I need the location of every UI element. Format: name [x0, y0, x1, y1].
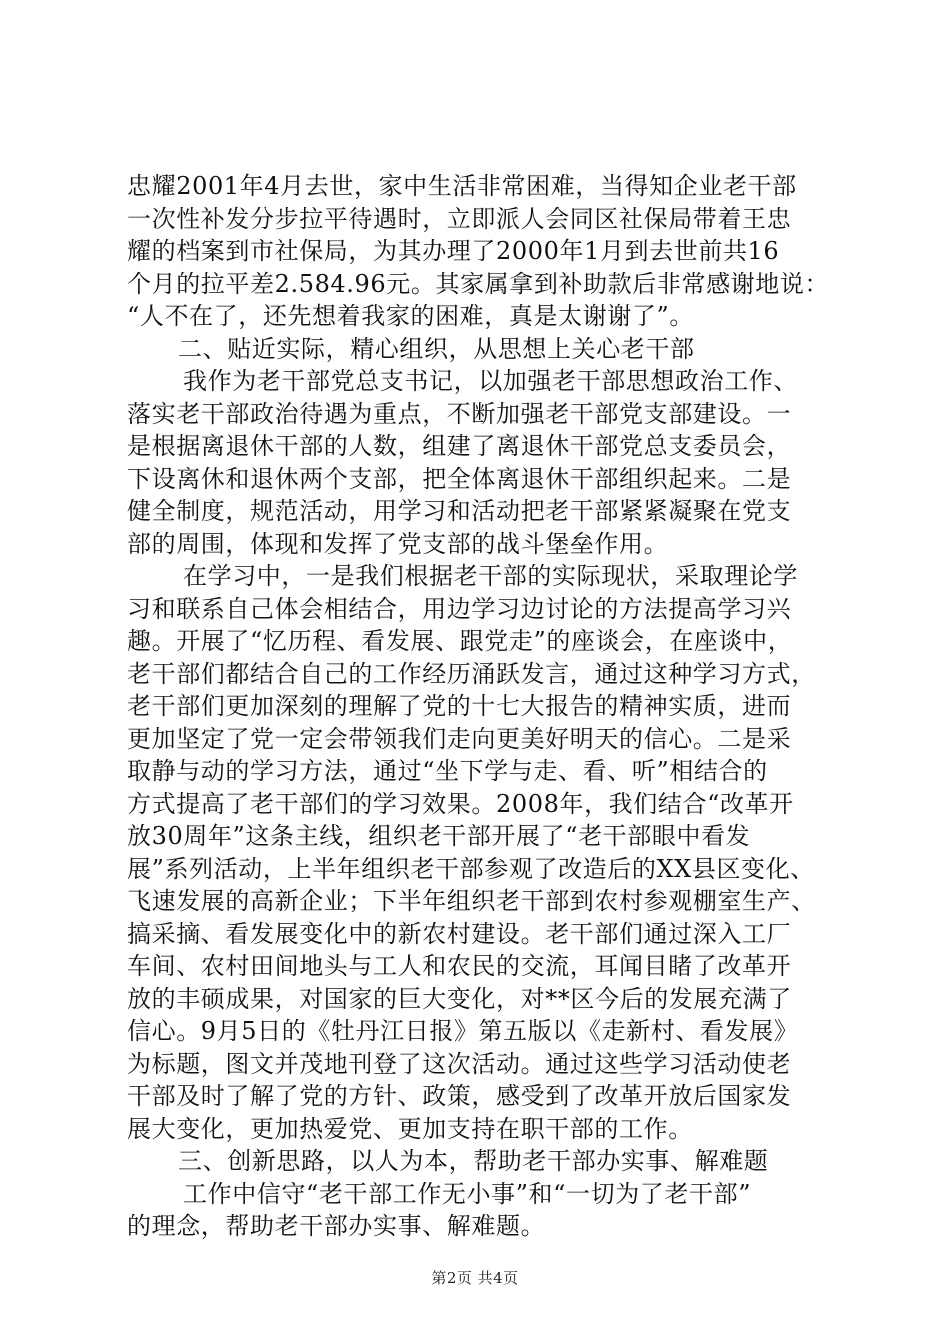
text-line: 信心。9月5日的《牡丹江日报》第五版以《走新村、看发展》 — [127, 1017, 799, 1045]
paragraph-start: 工作中信守“老干部工作无小事”和“一切为了老干部” — [183, 1179, 752, 1208]
text-line: 展大变化，更加热爱党、更加支持在职干部的工作。 — [127, 1114, 693, 1143]
text-line: 搞采摘、看发展变化中的新农村建设。老干部们通过深入工厂 — [127, 919, 792, 948]
paragraph-start: 在学习中，一是我们根据老干部的实际现状，采取理论学 — [183, 562, 798, 590]
text-line: 展”系列活动，上半年组织老干部参观了改造后的XX县区变化、 — [127, 854, 815, 883]
text-line: 下设离休和退休两个支部，把全体离退休干部组织起来。二是 — [127, 464, 792, 493]
text-line: 部的周围，体现和发挥了党支部的战斗堡垒作用。 — [127, 529, 669, 558]
text-line: 更加坚定了党一定会带领我们走向更美好明天的信心。二是采 — [127, 724, 792, 753]
text-line: 忠耀2001年4月去世，家中生活非常困难，当得知企业老干部 — [127, 172, 797, 200]
section-heading-3: 三、创新思路，以人为本，帮助老干部办实事、解难题 — [178, 1147, 769, 1175]
section-heading-2: 二、贴近实际，精心组织，从思想上关心老干部 — [178, 334, 695, 363]
text-line: 为标题，图文并茂地刊登了这次活动。通过这些学习活动使老 — [127, 1049, 792, 1078]
text-line: 习和联系自己体会相结合，用边学习边讨论的方法提高学习兴 — [127, 594, 792, 623]
text-line: 一次性补发分步拉平待遇时，立即派人会同区社保局带着王忠 — [127, 204, 792, 233]
text-line: 个月的拉平差2.584.96元。其家属拿到补助款后非常感谢地说： — [127, 269, 830, 298]
document-body — [127, 170, 847, 1243]
text-line: 车间、农村田间地头与工人和农民的交流，耳闻目睹了改革开 — [127, 952, 792, 980]
text-line: 老干部们都结合自己的工作经历涌跃发言，通过这种学习方式， — [127, 659, 816, 688]
page-number-footer: 第2页 共4页 — [431, 1269, 519, 1287]
text-line: 健全制度，规范活动，用学习和活动把老干部紧紧凝聚在党支 — [127, 497, 792, 525]
text-line: 耀的档案到市社保局，为其办理了2000年1月到去世前共16 — [127, 237, 780, 265]
text-line: 放的丰硕成果，对国家的巨大变化，对**区今后的发展充满了 — [127, 984, 792, 1013]
text-line: 飞速发展的高新企业；下半年组织老干部到农村参观棚室生产、 — [127, 887, 816, 915]
paragraph-start: 我作为老干部党总支书记，以加强老干部思想政治工作、 — [183, 367, 798, 395]
text-line: 落实老干部政治待遇为重点，不断加强老干部党支部建设。一 — [127, 399, 792, 428]
text-line: 取静与动的学习方法，通过“坐下学与走、看、听”相结合的 — [127, 757, 768, 785]
text-line: 方式提高了老干部们的学习效果。2008年，我们结合“改革开 — [127, 789, 794, 818]
text-line: 放30周年”这条主线，组织老干部开展了“老干部眼中看发 — [127, 822, 751, 850]
text-line: 的理念，帮助老干部办实事、解难题。 — [127, 1212, 546, 1240]
text-line: “人不在了，还先想着我家的困难，真是太谢谢了”。 — [127, 302, 694, 330]
text-line: 是根据离退休干部的人数，组建了离退休干部党总支委员会， — [127, 432, 792, 460]
text-line: 老干部们更加深刻的理解了党的十七大报告的精神实质，进而 — [127, 692, 792, 720]
text-line: 趣。开展了“忆历程、看发展、跟党走”的座谈会，在座谈中， — [127, 627, 793, 655]
text-line: 干部及时了解了党的方针、政策，感受到了改革开放后国家发 — [127, 1082, 792, 1110]
